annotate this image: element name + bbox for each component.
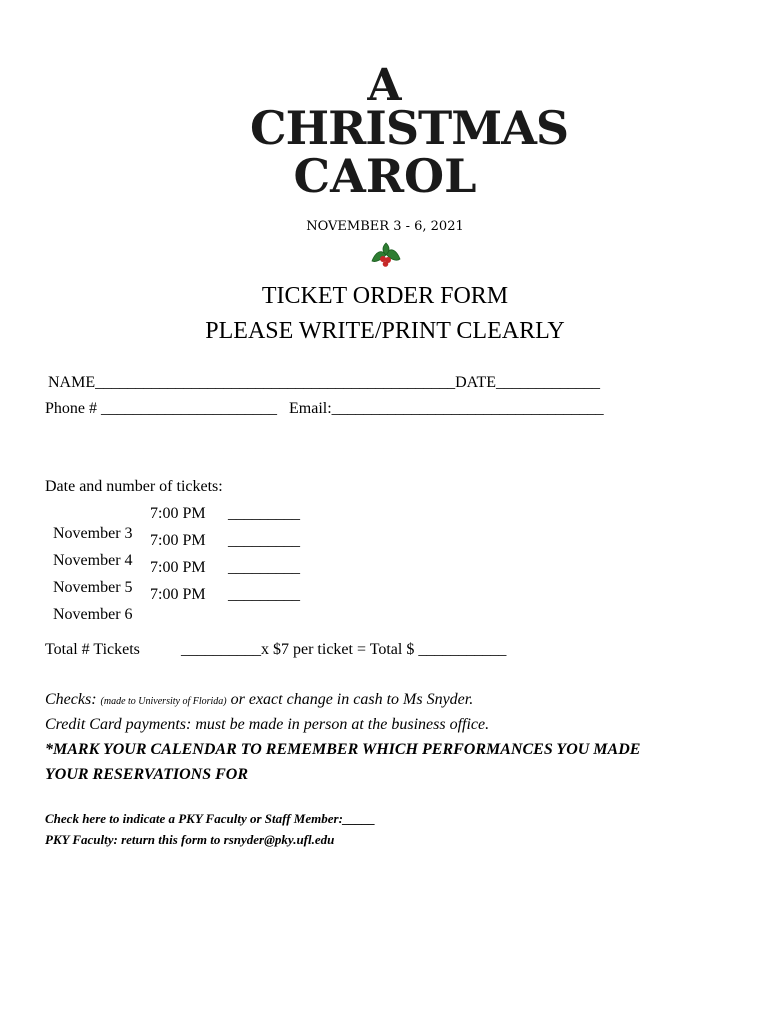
name-label: NAME — [48, 374, 96, 391]
faculty-return-note: PKY Faculty: return this form to rsnyder@pky.ufl.edu — [45, 832, 335, 847]
credit-card-note: Credit Card payments: must be made in person at the business office. — [45, 716, 490, 733]
phone-field[interactable]: ______________________ — [101, 400, 277, 417]
total-dollar-field[interactable]: ___________ — [418, 641, 507, 658]
reminder-line-2: YOUR RESERVATIONS FOR — [45, 766, 249, 783]
form-title: TICKET ORDER FORM — [261, 283, 509, 309]
ticket-time: 7:00 PM — [150, 586, 206, 603]
show-logo — [250, 60, 569, 203]
ticket-row — [45, 585, 133, 625]
logo-line-a: A — [367, 60, 403, 111]
reminder-line-1: *MARK YOUR CALENDAR TO REMEMBER WHICH PERFORMANCES YOU MADE — [45, 741, 641, 758]
ticket-date: November 6 — [53, 606, 133, 623]
total-calc-row — [181, 640, 506, 660]
price-text: x $7 per ticket = Total $ — [261, 641, 415, 658]
faculty-check-label: Check here to indicate a PKY Faculty or Staff Member: — [45, 811, 343, 826]
checks-rest: or exact change in cash to Ms Snyder. — [230, 691, 474, 708]
logo-line-carol: CAROL — [293, 149, 477, 203]
ticket-time: 7:00 PM — [150, 505, 206, 522]
contact-row — [45, 399, 604, 419]
faculty-check-field[interactable]: _____ — [342, 811, 376, 826]
ticket-count-field[interactable]: _________ — [228, 532, 300, 549]
date-label: DATE — [455, 374, 496, 391]
holly-icon — [370, 241, 402, 269]
tickets-heading: Date and number of tickets: — [45, 478, 223, 495]
checks-line — [45, 690, 473, 712]
ticket-count-field[interactable]: _________ — [228, 505, 300, 522]
email-field[interactable]: __________________________________ — [331, 400, 604, 417]
ticket-time: 7:00 PM — [150, 532, 206, 549]
ticket-count-field[interactable]: _________ — [228, 586, 300, 603]
ticket-time: 7:00 PM — [150, 559, 206, 576]
total-tickets-field[interactable]: __________ — [181, 641, 261, 658]
total-tickets-label: Total # Tickets — [45, 641, 140, 658]
name-field[interactable]: _____________________________________________ — [95, 374, 456, 391]
phone-label: Phone # — [45, 400, 97, 417]
ticket-date: November 4 — [53, 552, 133, 569]
logo-line-christmas: CHRISTMAS — [250, 101, 569, 155]
ticket-count-field[interactable]: _________ — [228, 559, 300, 576]
checks-label: Checks: — [45, 691, 97, 708]
ticket-date: November 3 — [53, 525, 133, 542]
ticket-date: November 5 — [53, 579, 133, 596]
date-field[interactable]: _____________ — [496, 374, 600, 391]
faculty-check-row — [45, 811, 375, 827]
checks-note: (made to University of Florida) — [100, 696, 227, 707]
form-subtitle: PLEASE WRITE/PRINT CLEARLY — [205, 318, 565, 344]
event-dates: NOVEMBER 3 - 6, 2021 — [306, 219, 464, 234]
name-row — [48, 373, 600, 393]
email-label: Email: — [289, 400, 332, 417]
